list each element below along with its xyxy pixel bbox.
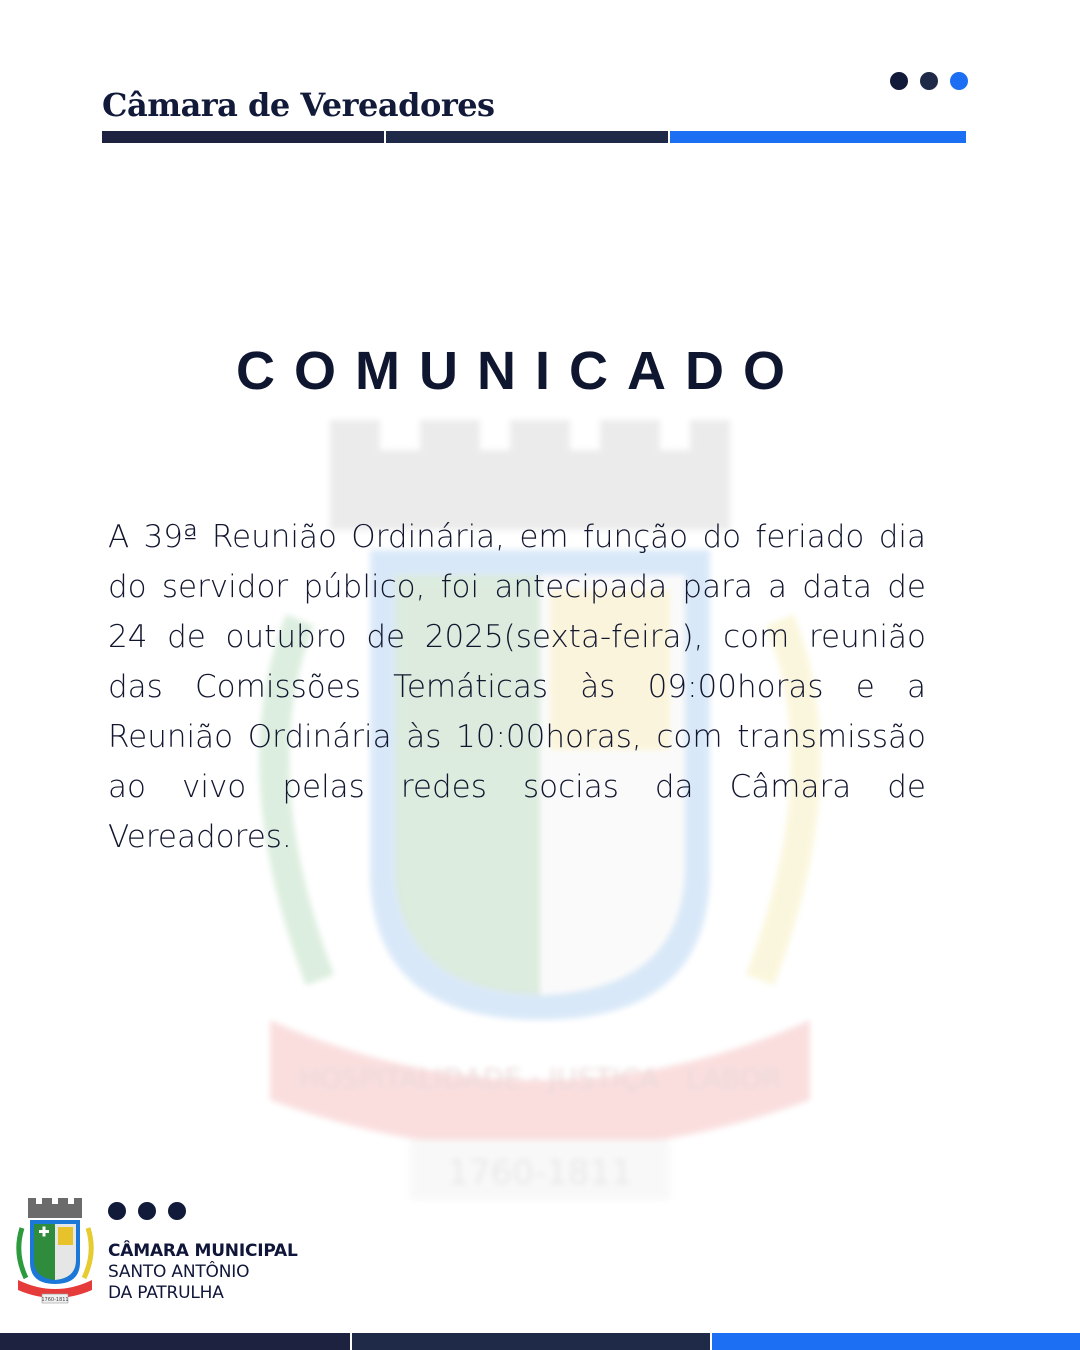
footer-dot-3	[168, 1202, 186, 1220]
header-dot-3	[950, 72, 968, 90]
footer-divider-segment-2	[350, 1333, 710, 1350]
watermark-motto: HOSPITALIDADE · JUSTIÇA · LABOR	[298, 1062, 782, 1095]
page-title: COMUNICADO	[236, 341, 804, 401]
header-title: Câmara de Vereadores	[102, 86, 495, 124]
header-divider-segment-3	[668, 131, 966, 143]
footer-line-2: SANTO ANTÔNIO	[108, 1262, 250, 1282]
announcement-body: A 39ª Reunião Ordinária, em função do feriado dia do servidor público, foi antecipada para a data de 24 de outubro de 2025(sexta-feira), com reunião das Comissões Temáticas às 09:00horas e a Reunião Ordinária às 10:00horas, com transmissão ao vivo pelas redes socias da Câmara de Vereadores.	[108, 519, 926, 855]
footer-divider	[0, 1333, 1080, 1350]
header-divider-segment-2	[384, 131, 668, 143]
header-dot-2	[920, 72, 938, 90]
header-divider-segment-1	[102, 131, 384, 143]
footer-line-1: CÂMARA MUNICIPAL	[108, 1241, 298, 1261]
footer-line-3: DA PATRULHA	[108, 1283, 224, 1303]
footer-divider-segment-1	[0, 1333, 350, 1350]
footer-institution	[108, 1240, 298, 1304]
municipal-coat-of-arms-logo	[14, 1198, 96, 1306]
logo-years: 1760-1811	[41, 1297, 69, 1303]
header-dot-1	[890, 72, 908, 90]
header-divider	[102, 131, 966, 143]
footer-dot-1	[108, 1202, 126, 1220]
header-dots	[890, 72, 968, 90]
footer-divider-segment-3	[710, 1333, 1080, 1350]
watermark-years: 1760-1811	[447, 1153, 633, 1193]
footer-dots	[108, 1202, 186, 1220]
footer-dot-2	[138, 1202, 156, 1220]
